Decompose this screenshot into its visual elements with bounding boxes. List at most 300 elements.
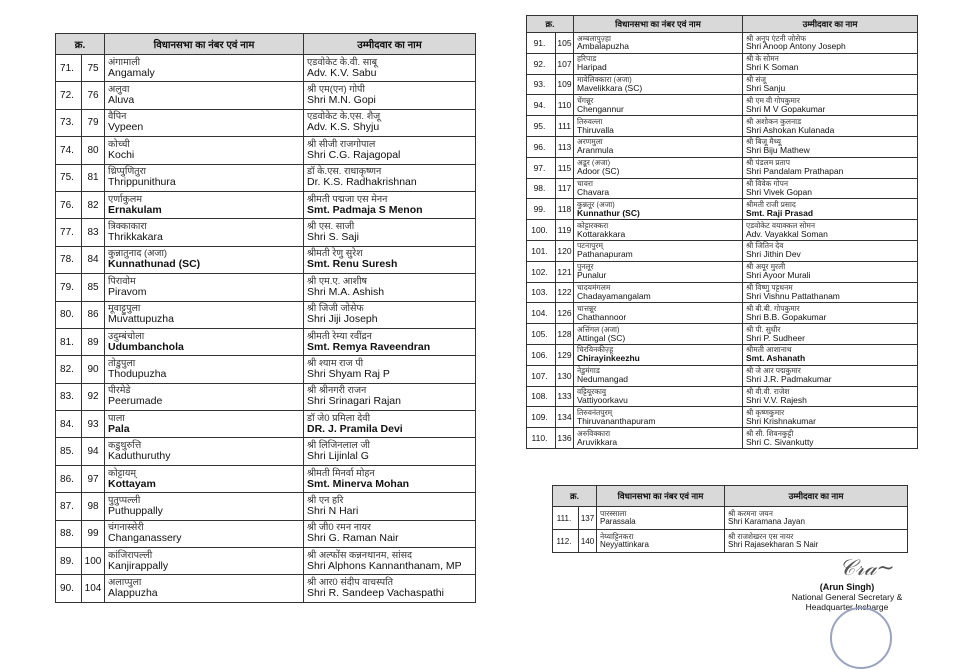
- serial-number-text: 72.: [60, 90, 74, 102]
- serial-number-text: 86.: [60, 473, 74, 485]
- candidate-name: [743, 407, 918, 428]
- candidate-name-hindi: श्री संजू: [746, 75, 766, 85]
- candidate-name-hindi: डॉ जे0 प्रमिला देवी: [307, 412, 371, 424]
- constituency-number-text: 137: [580, 513, 595, 523]
- candidate-name-english: Shri Srinagari Rajan: [307, 395, 401, 408]
- constituency-name-hindi: कुन्नातुनाद (अजा): [108, 248, 168, 260]
- table-row: [56, 82, 476, 109]
- constituency-name: [105, 301, 304, 328]
- constituency-name-hindi: मूवाट्टुपुला: [108, 303, 141, 315]
- serial-number-text: 107.: [531, 370, 548, 381]
- constituency-number-text: 126: [557, 308, 572, 319]
- constituency-name-english: Thrikkakara: [108, 231, 163, 244]
- candidate-name: [304, 55, 476, 82]
- serial-number: [527, 303, 556, 324]
- constituency-number: [556, 261, 574, 282]
- candidate-name-english: Shri Alphons Kannanthanam, MP: [307, 559, 462, 572]
- table-row: [527, 240, 918, 261]
- constituency-number-text: 122: [557, 287, 572, 298]
- constituency-name: [105, 55, 304, 82]
- table-row: [56, 356, 476, 383]
- serial-number-text: 109.: [531, 412, 548, 423]
- signatory-name: (Arun Singh): [819, 582, 875, 592]
- candidate-name: [304, 493, 476, 520]
- candidate-name: [725, 530, 908, 553]
- constituency-name: [574, 53, 743, 74]
- table-header-row: [553, 486, 908, 507]
- candidate-name-english: Smt. Padmaja S Menon: [307, 203, 423, 216]
- candidate-name-english: Shri M.A. Ashish: [307, 285, 385, 298]
- constituency-number-text: 83: [87, 227, 99, 239]
- candidate-name: [743, 261, 918, 282]
- candidate-name-hindi: श्री श्याम राज पी: [307, 358, 364, 369]
- constituency-number-text: 107: [557, 58, 572, 69]
- serial-number-text: 95.: [533, 121, 546, 132]
- constituency-number: [82, 55, 105, 82]
- table-row: [527, 220, 918, 241]
- candidate-name: [304, 82, 476, 109]
- candidate-name-english: Smt. Remya Raveendran: [307, 340, 431, 353]
- official-stamp: [830, 607, 892, 669]
- constituency-name-hindi: चंगनास्सेरी: [108, 522, 144, 534]
- candidate-name-hindi: श्रीमती मिनर्वा मोहन: [307, 467, 375, 479]
- candidate-name-english: Shri K Soman: [746, 62, 799, 73]
- constituency-name-english: Piravom: [108, 285, 147, 298]
- candidate-name: [743, 136, 918, 157]
- constituency-name-hindi: अम्बलापुज़्हा: [577, 33, 611, 43]
- constituency-name-english: Puthuppally: [108, 504, 163, 517]
- constituency-name-english: Changanassery: [108, 532, 182, 545]
- table-row: [56, 301, 476, 328]
- constituency-name: [597, 507, 725, 530]
- constituency-name-english: Ambalapuzha: [577, 41, 629, 52]
- candidate-name-english: Shri Rajasekharan S Nair: [728, 539, 819, 549]
- constituency-number: [82, 191, 105, 218]
- constituency-name: [105, 575, 304, 602]
- candidate-name-english: Shri Anoop Antony Joseph: [746, 41, 846, 52]
- table-row: [56, 328, 476, 355]
- candidate-name-english: Shri Ayoor Murali: [746, 270, 811, 281]
- candidate-name-hindi: श्री जिजी जोसेफ: [307, 303, 364, 315]
- constituency-number: [556, 157, 574, 178]
- candidate-name: [304, 164, 476, 191]
- constituency-name-english: Chirayinkeezhu: [577, 353, 640, 364]
- constituency-name: [574, 116, 743, 137]
- constituency-name-english: Pala: [108, 422, 130, 435]
- constituency-name-english: Udumbanchola: [108, 340, 184, 353]
- candidate-name: [304, 356, 476, 383]
- candidate-name: [743, 33, 918, 54]
- constituency-number: [82, 219, 105, 246]
- constituency-number-text: 79: [87, 117, 99, 129]
- table-row: [527, 53, 918, 74]
- serial-number-text: 104.: [531, 308, 548, 319]
- constituency-number: [556, 53, 574, 74]
- constituency-number-text: 109: [557, 79, 572, 90]
- constituency-number: [556, 178, 574, 199]
- candidate-name-hindi: श्री अल्फोंस कन्ननथानम, सांसद: [307, 549, 413, 561]
- serial-number: [527, 365, 556, 386]
- constituency-number-text: 121: [557, 266, 572, 277]
- table-row: [56, 219, 476, 246]
- constituency-name-hindi: कांजिरापल्ली: [108, 549, 153, 561]
- table-row: [527, 74, 918, 95]
- candidate-name-english: Smt. Ashanath: [746, 353, 806, 364]
- constituency-name-hindi: पाला: [108, 412, 125, 424]
- constituency-number-text: 100: [84, 555, 102, 567]
- constituency-number: [82, 301, 105, 328]
- constituency-number-text: 98: [87, 500, 99, 512]
- candidate-name-hindi: एडवोकेट वयाक्कल सोमन: [746, 220, 816, 230]
- table-row: [527, 407, 918, 428]
- constituency-number-text: 111: [558, 121, 571, 132]
- constituency-name: [574, 157, 743, 178]
- constituency-name: [105, 548, 304, 575]
- candidate-name-hindi: श्री सी. शिवनकुट्टी: [746, 428, 794, 438]
- candidate-name: [743, 53, 918, 74]
- serial-number: [527, 324, 556, 345]
- table-row: [527, 116, 918, 137]
- candidate-name-hindi: श्री करमना जयन: [728, 508, 773, 518]
- header-constituency: विधानसभा का नंबर एवं नाम: [105, 34, 304, 55]
- constituency-number-text: 93: [87, 418, 99, 430]
- candidate-name-hindi: श्री जितिन देव: [746, 241, 784, 251]
- constituency-name-hindi: अंगामाली: [108, 56, 141, 68]
- serial-number: [56, 55, 82, 82]
- serial-number-text: 103.: [531, 287, 548, 298]
- serial-number: [56, 356, 82, 383]
- constituency-name: [105, 246, 304, 273]
- serial-number-text: 74.: [60, 144, 74, 156]
- candidate-name-english: Shri Karamana Jayan: [728, 516, 805, 526]
- table-row: [527, 365, 918, 386]
- constituency-number-text: 136: [557, 433, 572, 444]
- constituency-name-english: Aruvikkara: [577, 436, 618, 447]
- candidate-name-hindi: श्री आर0 संदीप वाचस्पति: [307, 577, 394, 589]
- candidate-name: [304, 191, 476, 218]
- constituency-name-english: Chavara: [577, 186, 610, 197]
- serial-number-text: 112.: [556, 536, 572, 546]
- constituency-number: [82, 109, 105, 136]
- table-row: [56, 191, 476, 218]
- candidate-name: [725, 507, 908, 530]
- constituency-number-text: 80: [87, 144, 99, 156]
- constituency-number: [556, 428, 574, 449]
- constituency-number-text: 81: [87, 172, 99, 184]
- table-row: [527, 282, 918, 303]
- candidate-name-hindi: श्रीमती पद्मजा एस मेनन: [307, 193, 388, 205]
- header-candidate: उम्मीदवार का नाम: [743, 16, 918, 33]
- table-row: [56, 109, 476, 136]
- constituency-name-english: Thiruvalla: [577, 124, 614, 135]
- constituency-name-hindi: चावरा: [577, 179, 593, 189]
- candidate-name: [304, 438, 476, 465]
- constituency-number: [556, 303, 574, 324]
- serial-number: [527, 74, 556, 95]
- constituency-name: [105, 191, 304, 218]
- header-sno: क्र.: [553, 486, 597, 507]
- table-row: [527, 428, 918, 449]
- constituency-name-hindi: अरुविक्कारा: [577, 428, 611, 438]
- candidate-name: [743, 428, 918, 449]
- constituency-name-english: Haripad: [577, 62, 607, 73]
- table-row: [553, 507, 908, 530]
- table-row: [527, 33, 918, 54]
- constituency-number: [579, 507, 597, 530]
- serial-number: [527, 261, 556, 282]
- constituency-name: [105, 328, 304, 355]
- constituency-name: [105, 520, 304, 547]
- serial-number: [527, 199, 556, 220]
- header-constituency: विधानसभा का नंबर एवं नाम: [574, 16, 743, 33]
- serial-number: [527, 220, 556, 241]
- table-header-row: [56, 34, 476, 55]
- constituency-name-hindi: उदुम्बंचोला: [108, 330, 145, 342]
- constituency-number: [556, 136, 574, 157]
- constituency-name-english: Vattiyoorkavu: [577, 394, 628, 405]
- constituency-number: [82, 164, 105, 191]
- constituency-number-text: 85: [87, 281, 99, 293]
- candidate-name-english: Shri Sanju: [746, 82, 786, 93]
- serial-number-text: 106.: [531, 349, 548, 360]
- constituency-name-hindi: नेडुमंगाड: [577, 366, 600, 376]
- constituency-name-hindi: तिरुवल्ला: [577, 116, 603, 126]
- constituency-number: [556, 240, 574, 261]
- constituency-name: [574, 178, 743, 199]
- serial-number-text: 78.: [60, 254, 74, 266]
- serial-number: [56, 164, 82, 191]
- table-row: [527, 136, 918, 157]
- constituency-number: [556, 95, 574, 116]
- constituency-name-hindi: थ्रिप्पुणितुरा: [108, 166, 146, 178]
- candidate-name-english: DR. J. Pramila Devi: [307, 422, 403, 435]
- constituency-name-hindi: हरिपाड: [577, 54, 597, 64]
- candidate-name-english: Adv. K.S. Shyju: [307, 121, 380, 134]
- candidate-name-english: Smt. Minerva Mohan: [307, 477, 410, 490]
- constituency-name-english: Attingal (SC): [577, 332, 626, 343]
- candidate-name-hindi: श्री विवेक गोपन: [746, 179, 789, 189]
- constituency-name: [574, 220, 743, 241]
- serial-number: [56, 493, 82, 520]
- serial-number-text: 83.: [60, 391, 74, 403]
- table-row: [56, 493, 476, 520]
- serial-number: [527, 33, 556, 54]
- constituency-number: [82, 465, 105, 492]
- serial-number: [56, 438, 82, 465]
- constituency-name-hindi: मावेलिक्कारा (अजा): [577, 75, 632, 85]
- constituency-number-text: 117: [557, 183, 572, 194]
- serial-number: [527, 407, 556, 428]
- serial-number-text: 91.: [533, 37, 546, 48]
- candidate-name-english: Shri Vishnu Pattathanam: [746, 290, 840, 301]
- constituency-number-text: 94: [87, 446, 99, 458]
- table-row: [527, 157, 918, 178]
- serial-number-text: 88.: [60, 528, 74, 540]
- constituency-name: [105, 411, 304, 438]
- table-row: [527, 324, 918, 345]
- serial-number: [56, 575, 82, 602]
- constituency-name-hindi: पिरावोम: [108, 275, 136, 287]
- table-row: [56, 465, 476, 492]
- table-row: [56, 55, 476, 82]
- constituency-name-english: Parassala: [600, 516, 636, 526]
- constituency-name-hindi: अडूर (अजा): [577, 158, 611, 168]
- serial-number: [56, 246, 82, 273]
- candidate-name-hindi: श्री लिजिनलाल जी: [307, 440, 371, 452]
- constituency-name-english: Thodupuzha: [108, 367, 167, 380]
- constituency-name: [574, 324, 743, 345]
- serial-number-text: 75.: [60, 172, 74, 184]
- serial-number: [527, 178, 556, 199]
- constituency-name: [574, 136, 743, 157]
- candidate-name: [743, 74, 918, 95]
- candidate-name-hindi: श्रीमती आशानाथ: [746, 345, 792, 355]
- serial-number: [56, 548, 82, 575]
- table-row: [56, 438, 476, 465]
- constituency-number-text: 76: [87, 90, 99, 102]
- candidate-name: [743, 178, 918, 199]
- constituency-name-hindi: कोट्टायम्: [108, 467, 137, 479]
- candidate-name-hindi: श्री श्रीनगरी राजन: [307, 385, 367, 397]
- constituency-number-text: 115: [557, 162, 572, 173]
- constituency-name-hindi: अलुवा: [108, 84, 130, 96]
- constituency-name-hindi: कुन्नतूर (अजा): [577, 199, 615, 209]
- serial-number-text: 89.: [60, 555, 74, 567]
- header-constituency: विधानसभा का नंबर एवं नाम: [597, 486, 725, 507]
- candidate-name-hindi: श्रीमती राजी प्रसाद: [746, 199, 796, 209]
- constituency-name-hindi: नेय्याट्टिनकरा: [600, 531, 634, 541]
- table-header-row: [527, 16, 918, 33]
- constituency-name-hindi: तोडुपुला: [108, 358, 136, 369]
- candidate-name-english: Adv. Vayakkal Soman: [746, 228, 828, 239]
- candidate-name-english: Shri R. Sandeep Vachaspathi: [307, 587, 444, 600]
- candidate-name: [743, 282, 918, 303]
- candidate-name-hindi: श्री एम वी गोपकुमार: [746, 95, 800, 105]
- candidate-name: [304, 575, 476, 602]
- constituency-number: [82, 383, 105, 410]
- candidate-name: [743, 344, 918, 365]
- serial-number: [527, 157, 556, 178]
- constituency-name-hindi: वट्टियूरकावु: [577, 387, 607, 397]
- constituency-name-english: Kunnathur (SC): [577, 207, 640, 218]
- candidate-name-hindi: श्री जे आर पद्मकुमार: [746, 366, 801, 376]
- constituency-number: [82, 493, 105, 520]
- table-row: [56, 164, 476, 191]
- constituency-number-text: 113: [557, 141, 572, 152]
- candidate-name: [743, 324, 918, 345]
- candidate-name: [304, 274, 476, 301]
- constituency-number: [556, 344, 574, 365]
- candidate-name: [743, 157, 918, 178]
- table-row: [56, 383, 476, 410]
- serial-number: [56, 301, 82, 328]
- constituency-number-text: 118: [557, 204, 572, 215]
- candidate-table-left: [55, 33, 476, 603]
- constituency-name: [105, 137, 304, 164]
- constituency-number: [82, 137, 105, 164]
- header-sno: क्र.: [527, 16, 574, 33]
- constituency-name: [574, 365, 743, 386]
- candidate-name-english: Shri Pandalam Prathapan: [746, 166, 844, 177]
- constituency-name: [574, 428, 743, 449]
- constituency-name: [105, 465, 304, 492]
- candidate-name: [743, 95, 918, 116]
- candidate-name-english: Shri B.B. Gopakumar: [746, 311, 827, 322]
- constituency-number: [579, 530, 597, 553]
- candidate-name-hindi: श्री अयूर मुरली: [746, 262, 786, 272]
- serial-number: [56, 465, 82, 492]
- candidate-name-hindi: श्री जी0 रमन नायर: [307, 522, 371, 534]
- constituency-name-english: Neyyattinkara: [600, 539, 649, 549]
- serial-number: [527, 240, 556, 261]
- serial-number-text: 96.: [533, 141, 546, 152]
- candidate-name-english: Shri Krishnakumar: [746, 415, 816, 426]
- candidate-name-hindi: श्रीमती रेम्या रवींद्रन: [307, 330, 372, 342]
- constituency-name-english: Aranmula: [577, 145, 614, 156]
- constituency-name-hindi: पीरमेडे: [108, 385, 131, 397]
- candidate-name-hindi: श्री एम.ए. आशीष: [307, 275, 368, 287]
- constituency-name-hindi: तिरुवनंतपुरम्: [577, 407, 613, 417]
- constituency-name-english: Punalur: [577, 270, 607, 281]
- handwritten-signature: 𝒞𝓇𝒶~: [839, 556, 895, 581]
- serial-number-text: 93.: [533, 79, 546, 90]
- constituency-number: [556, 282, 574, 303]
- table-row: [56, 274, 476, 301]
- constituency-name: [574, 95, 743, 116]
- candidate-name-hindi: श्री एन हरि: [307, 494, 344, 506]
- candidate-name: [304, 219, 476, 246]
- candidate-name-english: Shri Jithin Dev: [746, 249, 801, 260]
- constituency-name-english: Mavelikkara (SC): [577, 82, 643, 93]
- serial-number: [527, 386, 556, 407]
- serial-number: [527, 116, 556, 137]
- candidate-table-bottom: [552, 485, 908, 553]
- candidate-name-hindi: श्री बिजू मैथ्यू: [746, 137, 781, 147]
- constituency-name: [574, 386, 743, 407]
- candidate-name-english: Shri G. Raman Nair: [307, 532, 399, 545]
- candidate-name: [304, 109, 476, 136]
- constituency-name-hindi: चात्तन्नूर: [577, 303, 597, 313]
- constituency-name-english: Kottarakkara: [577, 228, 626, 239]
- candidate-name: [304, 246, 476, 273]
- constituency-name-hindi: चेंगन्नूर: [577, 95, 594, 105]
- serial-number: [527, 282, 556, 303]
- constituency-number-text: 128: [557, 329, 572, 340]
- serial-number-text: 108.: [531, 391, 548, 402]
- constituency-name: [574, 199, 743, 220]
- constituency-number-text: 110: [557, 100, 572, 111]
- serial-number-text: 77.: [60, 227, 74, 239]
- signatory-title: National General Secretary &: [791, 592, 903, 602]
- candidate-name: [304, 328, 476, 355]
- constituency-name-english: Nedumangad: [577, 374, 629, 385]
- candidate-name-hindi: श्री विष्णु पट्टथनम: [746, 283, 793, 293]
- constituency-number: [82, 246, 105, 273]
- constituency-number-text: 89: [87, 336, 99, 348]
- constituency-number: [82, 438, 105, 465]
- table-row: [553, 530, 908, 553]
- constituency-number-text: 82: [87, 199, 99, 211]
- candidate-name: [304, 383, 476, 410]
- constituency-number-text: 129: [557, 349, 572, 360]
- signature-block: [782, 558, 912, 612]
- constituency-number-text: 134: [557, 412, 572, 423]
- constituency-name: [105, 82, 304, 109]
- constituency-number-text: 86: [87, 309, 99, 321]
- candidate-name: [304, 411, 476, 438]
- candidate-name-hindi: श्री एम(एन) गोपी: [307, 84, 365, 96]
- constituency-number: [556, 116, 574, 137]
